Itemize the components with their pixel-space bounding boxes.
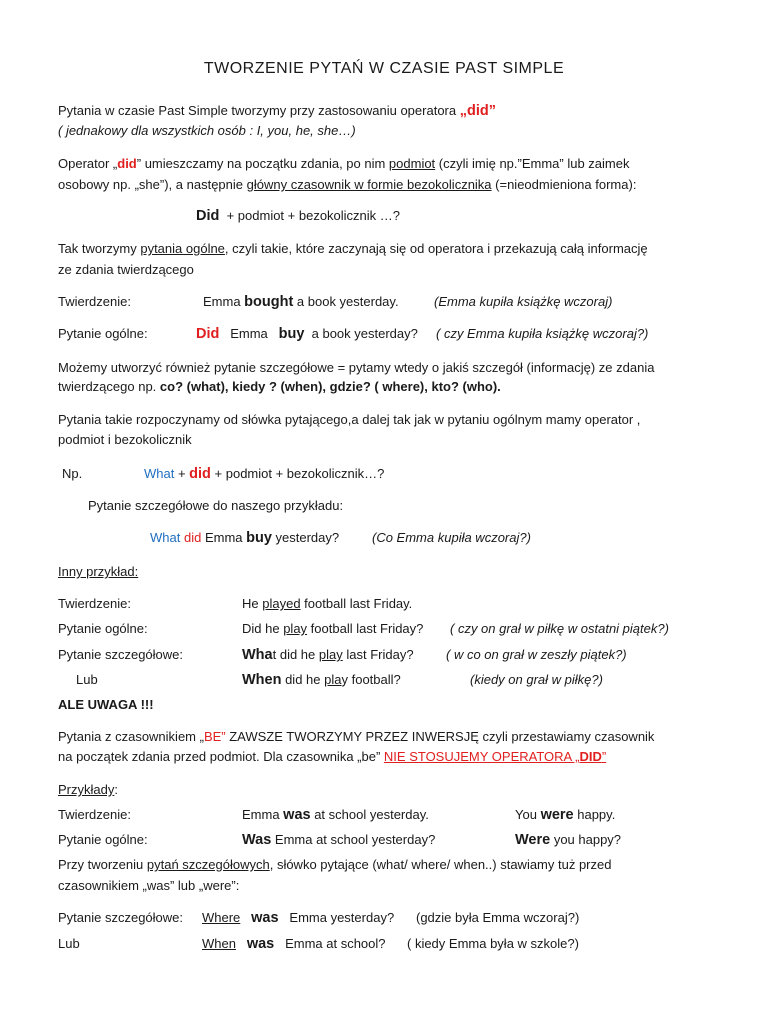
- other-row-sentence: [242, 595, 412, 613]
- detail-questions-term: pytań szczegółowych: [146, 857, 270, 872]
- other-row-label: Pytanie szczegółowe:: [58, 647, 184, 662]
- underlined-verb: pla: [324, 672, 342, 687]
- text: Emma: [242, 807, 284, 822]
- did-highlight: did: [117, 156, 137, 171]
- did-red: Did: [196, 326, 220, 342]
- be-line-1: [58, 728, 654, 746]
- text: football last Friday.: [300, 596, 413, 611]
- verb-buy: buy: [246, 530, 272, 546]
- operator-line-2: [58, 176, 636, 194]
- ex1-stmt: [203, 293, 399, 311]
- be-stmt-label: Twierdzenie:: [58, 807, 131, 822]
- verb-was: was: [246, 936, 275, 952]
- text: osobowy np. „she”), a następnie: [58, 177, 247, 192]
- text: Emma at school yesterday?: [271, 832, 436, 847]
- ex1-stmt-translation: (Emma kupiła książkę wczoraj): [434, 294, 613, 309]
- text: :: [114, 782, 118, 797]
- wh-row-sentence: [202, 909, 394, 927]
- text: + podmiot + bezokolicznik…?: [210, 466, 385, 481]
- what-blue: What: [150, 530, 181, 545]
- detail-line-1: Możemy utworzyć również pytanie szczegółowe = pytamy wtedy o jakiś szczegół (informację) ze zdania: [58, 360, 655, 375]
- text: ” umieszczamy na początku zdania, po nim: [136, 156, 389, 171]
- text: at school yesterday.: [310, 807, 429, 822]
- text: (czyli imię np.”Emma” lub zaimek: [435, 156, 630, 171]
- intro-note: ( jednakowy dla wszystkich osób : I, you, he, she…): [58, 123, 356, 138]
- text: Emma at school?: [285, 936, 386, 951]
- underlined-verb: played: [262, 596, 301, 611]
- wh-line-2: czasownikiem „was” lub „were”:: [58, 878, 240, 893]
- detail2-line-2: podmiot i bezokolicznik: [58, 432, 192, 447]
- text: na początek zdania przed podmiot. Dla czasownika „be”: [58, 749, 384, 764]
- formula-general: [196, 207, 400, 225]
- text: t: [272, 647, 277, 662]
- text: yesterday?: [271, 530, 340, 545]
- detail-example: [150, 529, 339, 547]
- operator-line-1: [58, 155, 630, 173]
- main-verb-term: główny czasownik w formie bezokolicznika: [246, 177, 492, 192]
- general-questions-term: pytania ogólne: [140, 241, 225, 256]
- other-row-label: Lub: [76, 672, 98, 687]
- question-word: Wha: [242, 647, 273, 663]
- ex1-q-translation: ( czy Emma kupiła książkę wczoraj?): [436, 326, 649, 341]
- did-red: did: [189, 466, 211, 482]
- text: Did he: [242, 621, 284, 636]
- other-heading: Inny przykład:: [58, 564, 139, 579]
- be-q-1: [242, 831, 435, 849]
- ex1-stmt-label: Twierdzenie:: [58, 294, 131, 309]
- ex1-q-label: Pytanie ogólne:: [58, 326, 148, 341]
- other-row-sentence: [242, 671, 401, 689]
- text: did he: [276, 647, 319, 662]
- text: NIE STOSUJEMY OPERATORA „: [383, 749, 580, 764]
- did-red: DID: [579, 749, 602, 764]
- warning-heading: ALE UWAGA !!!: [58, 697, 154, 712]
- verb-bought: bought: [244, 294, 294, 310]
- text: Przy tworzeniu: [58, 857, 147, 872]
- general-line-2: ze zdania twierdzącego: [58, 262, 194, 277]
- detail-line-2: [58, 378, 501, 396]
- question-word: When: [202, 936, 236, 951]
- wh-row-sentence: [202, 935, 386, 953]
- formula-rest: + podmiot + bezokolicznik …?: [226, 208, 401, 223]
- text: a book yesterday.: [293, 294, 399, 309]
- text: Emma: [230, 326, 268, 341]
- wh-row-translation: (gdzie była Emma wczoraj?): [416, 910, 580, 925]
- detail-example-label: Pytanie szczegółowe do naszego przykładu:: [88, 498, 344, 513]
- verb-were: Were: [515, 832, 551, 848]
- verb-was: Was: [242, 832, 272, 848]
- detail2-line-1: Pytania takie rozpoczynamy od słówka pytającego,a dalej tak jak w pytaniu ogólnym mamy operator ,: [58, 412, 641, 427]
- wh-line-1: [58, 856, 611, 874]
- wh-row-label: Lub: [58, 936, 80, 951]
- other-row-translation: ( czy on grał w piłkę w ostatni piątek?): [450, 621, 669, 636]
- be-red: BE”: [203, 729, 226, 744]
- text: happy.: [573, 807, 616, 822]
- text: Przykłady: [58, 782, 115, 797]
- verb-buy: buy: [278, 326, 305, 342]
- formula-np: Np.: [62, 466, 83, 481]
- formula-did: Did: [196, 208, 220, 224]
- text: You: [515, 807, 541, 822]
- text: Tak tworzymy: [58, 241, 141, 256]
- wh-row-translation: ( kiedy Emma była w szkole?): [407, 936, 579, 951]
- other-row-label: Pytanie ogólne:: [58, 621, 148, 636]
- text: Emma: [203, 294, 245, 309]
- other-row-translation: (kiedy on grał w piłkę?): [470, 672, 603, 687]
- text: Operator „: [58, 156, 118, 171]
- detail-example-translation: (Co Emma kupiła wczoraj?): [372, 530, 531, 545]
- underlined-verb: play: [318, 647, 343, 662]
- ex1-question: [196, 325, 418, 343]
- be-stmt-1: [242, 806, 429, 824]
- text: a book yesterday?: [311, 326, 418, 341]
- did-red: did: [183, 530, 202, 545]
- podmiot-term: podmiot: [388, 156, 436, 171]
- text: (=nieodmieniona forma):: [491, 177, 637, 192]
- no-operator-warning: [384, 749, 606, 764]
- intro-text: Pytania w czasie Past Simple tworzymy przy zastosowaniu operatora: [58, 103, 460, 118]
- verb-was: was: [283, 807, 311, 823]
- examples-heading: [58, 781, 118, 799]
- text: , słówko pytające (what/ where/ when..) stawiamy tuż przed: [269, 857, 612, 872]
- be-line-2: [58, 748, 606, 766]
- be-q-2: [515, 831, 621, 849]
- text: Emma: [201, 530, 247, 545]
- text: y football?: [341, 672, 401, 687]
- be-q-label: Pytanie ogólne:: [58, 832, 148, 847]
- text: Pytania z czasownikiem „: [58, 729, 204, 744]
- text: ZAWSZE TWORZYMY PRZEZ INWERSJĘ czyli przestawiamy czasownik: [225, 729, 655, 744]
- other-row-label: Twierdzenie:: [58, 596, 131, 611]
- underlined-verb: play: [283, 621, 308, 636]
- formula-detail: [144, 465, 384, 483]
- question-words: co? (what), kiedy ? (when), gdzie? ( where), kto? (who).: [159, 379, 501, 394]
- text: He: [242, 596, 263, 611]
- verb-was: was: [251, 910, 279, 926]
- text: +: [174, 466, 190, 481]
- be-stmt-2: [515, 806, 615, 824]
- what-blue: What: [144, 466, 175, 481]
- did-operator: „did”: [459, 103, 496, 119]
- intro-line: [58, 102, 496, 120]
- text: ”: [601, 749, 607, 764]
- text: football last Friday?: [307, 621, 424, 636]
- text: Emma yesterday?: [289, 910, 395, 925]
- question-word: When: [242, 672, 282, 688]
- other-row-sentence: [242, 646, 414, 664]
- text: , czyli takie, które zaczynają się od operatora i przekazują całą informację: [224, 241, 648, 256]
- other-row-sentence: [242, 620, 423, 638]
- general-line-1: [58, 240, 648, 258]
- text: twierdzącego np.: [58, 379, 160, 394]
- text: last Friday?: [342, 647, 414, 662]
- page-title: TWORZENIE PYTAŃ W CZASIE PAST SIMPLE: [203, 60, 565, 77]
- question-word: Where: [202, 910, 241, 925]
- verb-were: were: [540, 807, 574, 823]
- other-row-translation: ( w co on grał w zeszły piątek?): [446, 647, 627, 662]
- text: did he: [281, 672, 325, 687]
- wh-row-label: Pytanie szczegółowe:: [58, 910, 184, 925]
- text: you happy?: [550, 832, 622, 847]
